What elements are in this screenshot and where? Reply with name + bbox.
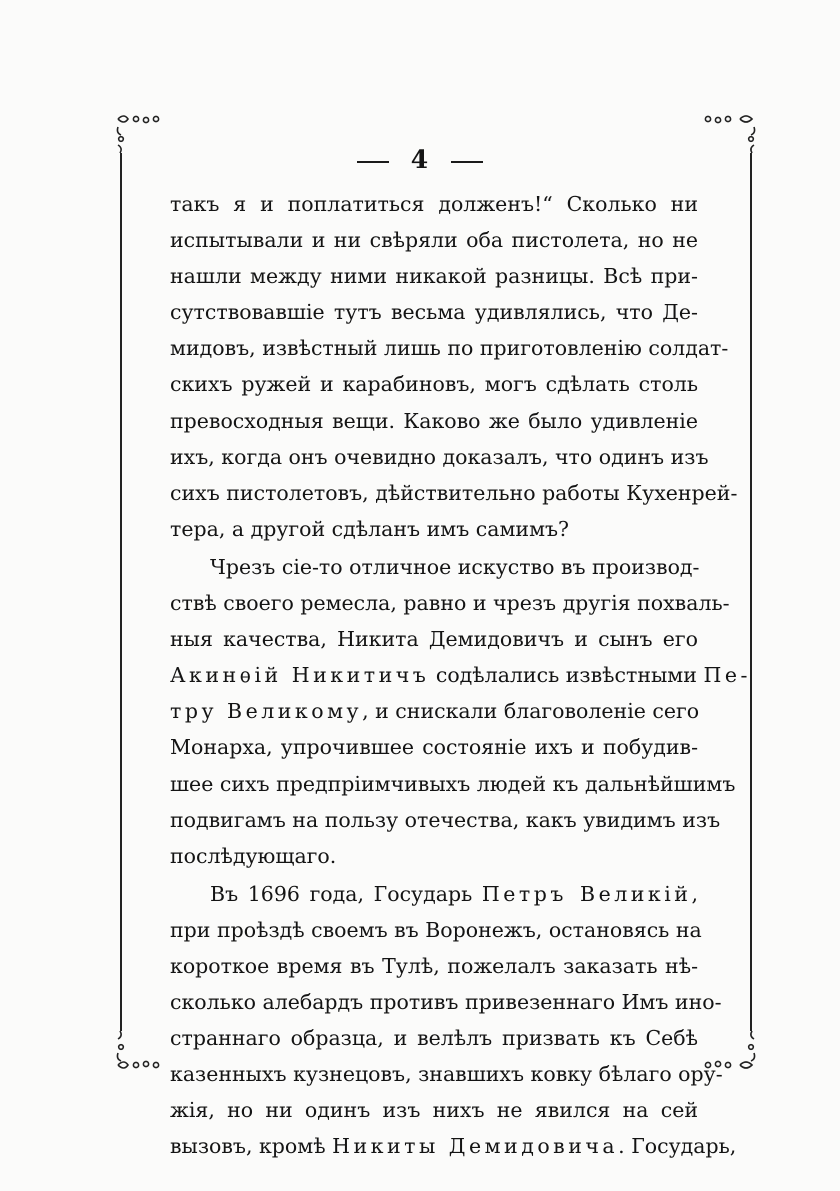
text-span: Въ 1696 года, Государь — [210, 881, 482, 906]
text-line: нашли между ними никакой разницы. Всѣ при- — [170, 264, 698, 289]
page-header — [0, 145, 840, 174]
body-text — [170, 186, 751, 1165]
text-line: шее сихъ предпріимчивыхъ людей къ дальнѣйшимъ — [170, 771, 736, 796]
text-line: мидовъ, извѣстный лишь по приготовленію солдат- — [170, 336, 729, 361]
spaced-name: Пе- — [703, 663, 751, 688]
text-line-mixed — [170, 693, 698, 729]
spaced-name: тру Великому — [170, 699, 363, 724]
text-line: скихъ ружей и карабиновъ, могъ сдѣлать столь — [170, 372, 698, 397]
text-line: жія, но ни одинъ изъ нихъ не явился на сей — [170, 1098, 698, 1123]
header-dash-left — [357, 161, 389, 163]
text-line: испытывали и ни свѣряли оба пистолета, но не — [170, 228, 698, 253]
text-line: страннаго образца, и велѣлъ призвать къ Себѣ — [170, 1026, 698, 1051]
text-span: , — [691, 881, 698, 906]
page-number: 4 — [410, 145, 430, 174]
text-line: ихъ, когда онъ очевидно доказалъ, что одинъ изъ — [170, 444, 709, 469]
text-line: при проѣздѣ своемъ въ Воронежъ, остановясь на — [170, 917, 702, 942]
header-dash-right — [451, 161, 483, 163]
text-span: содѣлались извѣстными — [429, 663, 704, 688]
text-line: Монарха, упрочившее состояніе ихъ и побудив- — [170, 735, 698, 760]
text-line: подвигамъ на пользу отечества, какъ увидимъ изъ — [170, 807, 721, 832]
text-line: сихъ пистолетовъ, дѣйствительно работы Кухенрей- — [170, 480, 738, 505]
text-line: казенныхъ кузнецовъ, знавшихъ ковку бѣлаго ору- — [170, 1062, 723, 1087]
text-span: . Государь, — [618, 1134, 737, 1159]
text-span: , и снискали благоволеніе сего — [362, 699, 700, 724]
text-line: превосходныя вещи. Каково же было удивленіе — [170, 408, 698, 433]
text-line: Чрезъ сіе-то отличное искуство въ производ- — [210, 554, 700, 579]
text-span: вызовъ, кромѣ — [170, 1134, 333, 1159]
text-line-mixed — [170, 876, 698, 912]
text-line: ныя качества, Никита Демидовичъ и сынъ его — [170, 627, 698, 652]
text-line: короткое время въ Тулѣ, пожелалъ заказать нѣ- — [170, 953, 698, 978]
text-line: такъ я и поплатиться долженъ!“ Сколько ни — [170, 192, 698, 216]
spaced-name: Петръ Великій — [481, 881, 692, 906]
text-line: сколько алебардъ противъ привезеннаго Имъ ино- — [170, 990, 722, 1015]
text-line-mixed — [170, 657, 751, 693]
text-line: сутствовавшіе тутъ весьма удивлялись, что Де- — [170, 300, 698, 325]
spaced-name: Никиты Демидовича — [332, 1134, 619, 1159]
spaced-name: Акинѳій Никитичъ — [170, 663, 430, 688]
text-line: ствѣ своего ремесла, равно и чрезъ другія похваль- — [170, 591, 730, 616]
text-line: тера, а другой сдѣланъ имъ самимъ? — [170, 516, 570, 541]
text-line-mixed — [170, 1128, 737, 1164]
text-line: послѣдующаго. — [170, 843, 337, 868]
